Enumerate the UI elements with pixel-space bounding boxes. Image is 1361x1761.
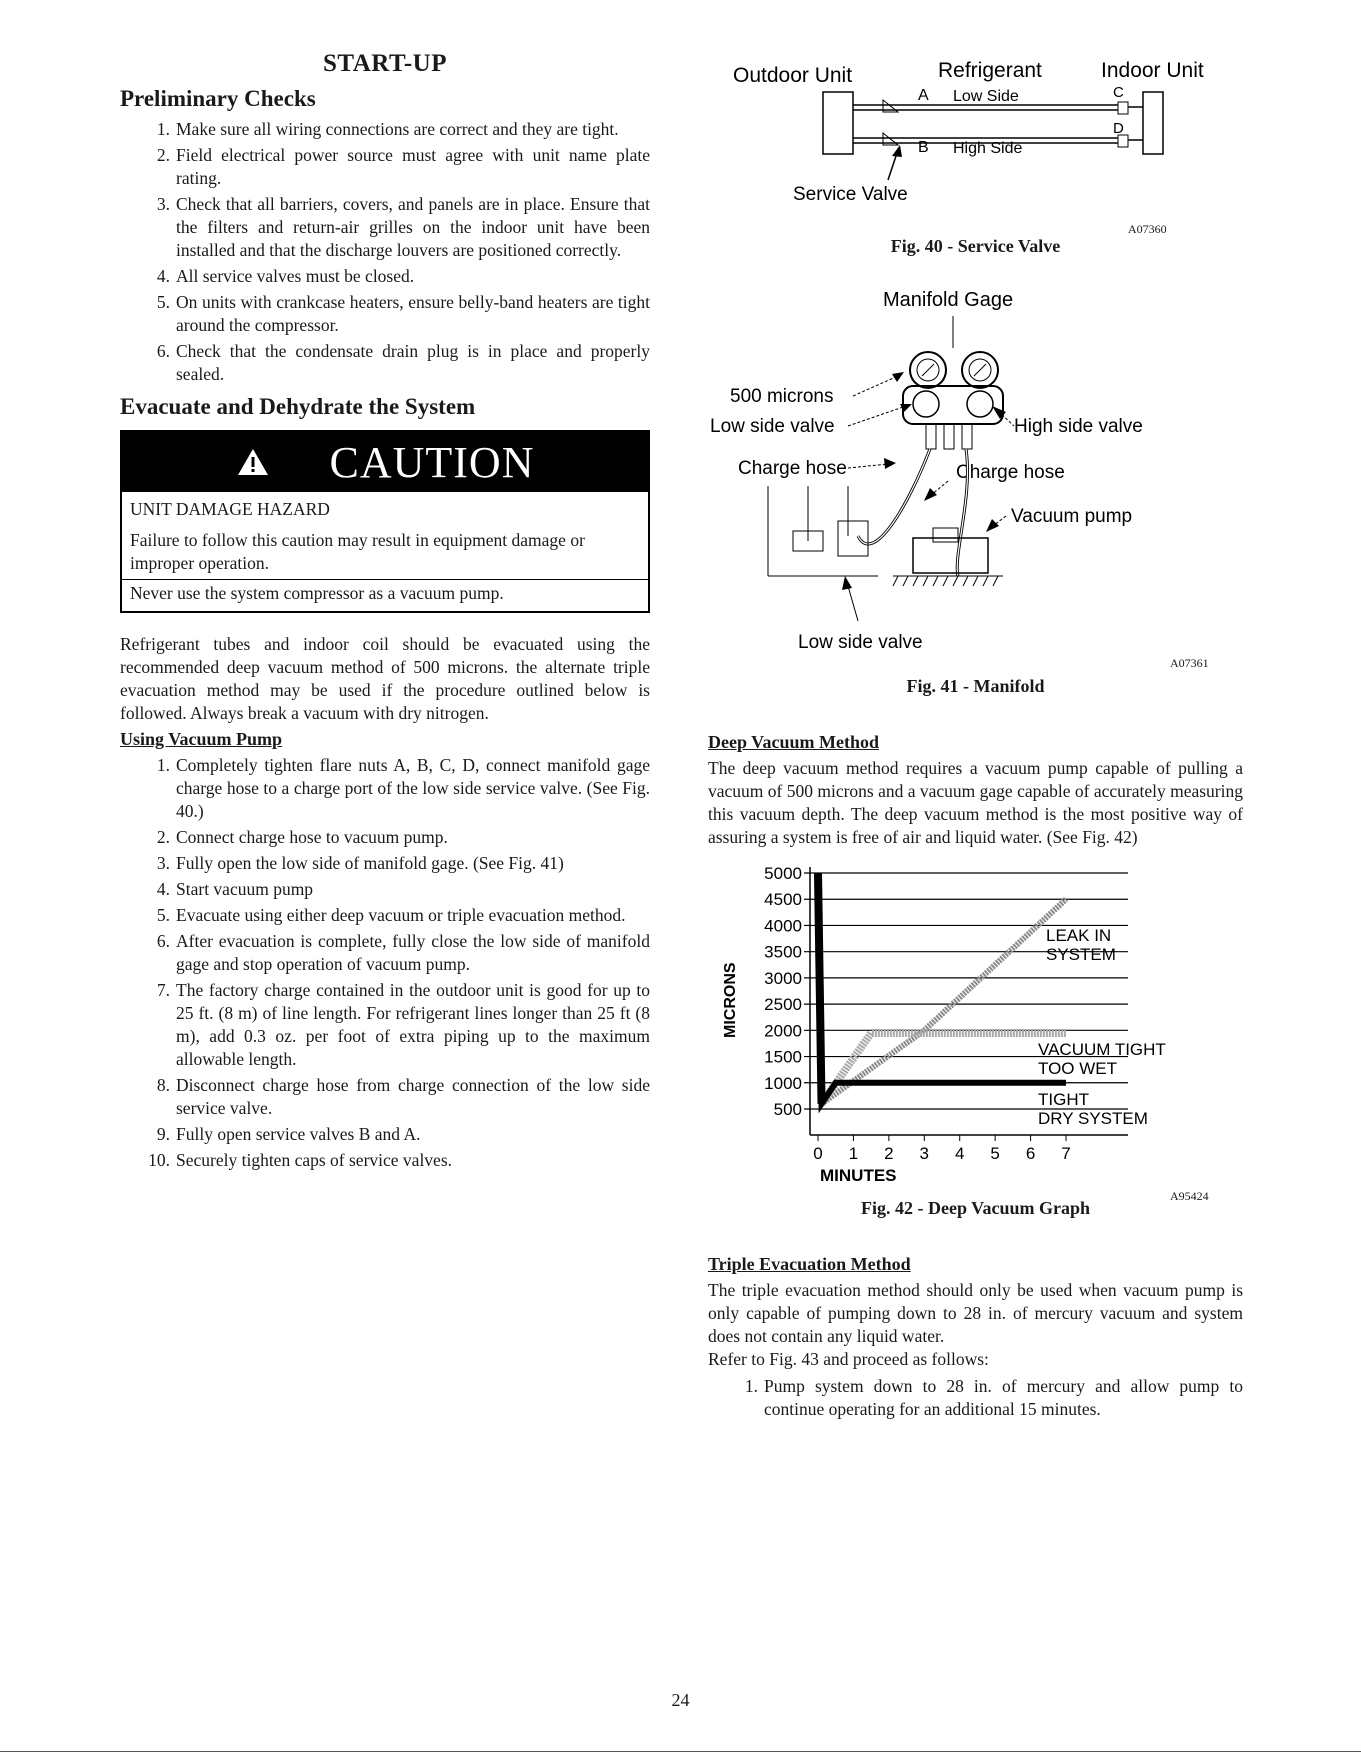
x-tick-label: 5: [990, 1144, 1000, 1163]
preliminary-heading: Preliminary Checks: [120, 86, 316, 111]
left-column: [120, 50, 650, 1180]
list-item: 1. Completely tighten flare nuts A, B, C, D, connect manifold gage charge hose to a charge port of the low side service valve. (See Fig. 40.): [156, 755, 650, 821]
charge-hose-right-label: Charge hose: [956, 462, 1065, 483]
triple-evacuation-text: The triple evacuation method should only be used when vacuum pump is only capable of pumping down to 28 in. of mercury vacuum and system does not contain any liquid water.: [708, 1280, 1243, 1346]
fig40-id: A07360: [1128, 222, 1167, 236]
y-axis-label: MICRONS: [722, 962, 739, 1038]
y-tick-label: 4500: [764, 890, 802, 910]
caution-label: CAUTION: [329, 437, 535, 487]
valve-b-label: B: [918, 139, 929, 156]
caution-note: Never use the system compressor as a vacuum pump.: [130, 583, 504, 603]
x-tick-label: 4: [954, 1144, 965, 1163]
microns-label: 500 microns: [730, 386, 834, 407]
vacuum-pump-heading: Using Vacuum Pump: [120, 729, 283, 749]
high-side-label: High Side: [953, 140, 1023, 157]
list-item: 3. Fully open the low side of manifold gage. (See Fig. 41): [156, 853, 564, 873]
warning-icon: [236, 447, 270, 477]
fig40-caption: Fig. 40 - Service Valve: [890, 236, 1061, 256]
series-line: [818, 873, 1066, 1104]
triple-evacuation-heading: Triple Evacuation Method: [708, 1254, 911, 1274]
too-wet-label: TOO WET: [1038, 1058, 1118, 1078]
too-wet-label: VACUUM TIGHT: [1038, 1039, 1166, 1059]
list-item: 10. Securely tighten caps of service valves.: [148, 1150, 453, 1170]
y-tick-label: 3500: [764, 942, 802, 962]
list-item: 9. Fully open service valves B and A.: [156, 1124, 421, 1144]
deep-vacuum-heading: Deep Vacuum Method: [708, 732, 880, 752]
deep-vacuum-chart: [708, 853, 1243, 1183]
fig41-id: A07361: [1170, 656, 1209, 670]
fig42-id: A95424: [1170, 1189, 1209, 1203]
x-axis-label: MINUTES: [820, 1166, 897, 1183]
list-item: 6. Check that the condensate drain plug is in place and properly sealed.: [156, 341, 650, 384]
hazard-title: UNIT DAMAGE HAZARD: [130, 499, 330, 519]
service-valve-label: Service Valve: [793, 184, 908, 205]
x-tick-label: 0: [813, 1144, 823, 1163]
y-tick-label: 4000: [764, 916, 802, 936]
y-tick-label: 5000: [764, 864, 802, 883]
series-line: [818, 873, 1066, 1104]
x-tick-label: 6: [1025, 1144, 1036, 1163]
preliminary-list: [120, 118, 650, 386]
x-tick-label: 2: [884, 1144, 894, 1163]
x-tick-label: 1: [848, 1144, 859, 1163]
y-tick-label: 2000: [764, 1021, 802, 1041]
manifold-diagram: [708, 276, 1243, 676]
list-item: 3. Check that all barriers, covers, and panels are in place. Ensure that the filters and return-air grilles on the indoor unit have been installed and that the discharge louvers are positioned correctly.: [156, 194, 650, 260]
list-item: 4. All service valves must be closed.: [156, 266, 415, 286]
list-item: 7. The factory charge contained in the outdoor unit is good for up to 25 ft. (8 m) of line length. For refrigerant lines longer than 25 ft (8 m), add 0.3 oz. per foot of extra piping up to the maximum allowable length.: [156, 980, 650, 1069]
x-tick-label: 3: [919, 1144, 930, 1163]
y-tick-label: 500: [773, 1100, 802, 1119]
list-item: 4. Start vacuum pump: [156, 879, 314, 899]
list-item: 8. Disconnect charge hose from charge connection of the low side service valve.: [156, 1075, 650, 1118]
charge-hose-left-label: Charge hose: [738, 458, 847, 479]
deep-vacuum-text: The deep vacuum method requires a vacuum pump capable of pulling a vacuum of 500 microns and a vacuum gage capable of accurately measuring this vacuum depth. The deep vacuum method is the most positive way of assuring a system is free of air and liquid water. (See Fig. 42): [708, 758, 1243, 847]
list-item: 1. Make sure all wiring connections are correct and they are tight.: [156, 119, 619, 139]
indoor-unit-label: Indoor Unit: [1101, 59, 1204, 82]
right-column: [708, 50, 1243, 1429]
fig42-caption: Fig. 42 - Deep Vacuum Graph: [860, 1198, 1091, 1218]
vacuum-pump-steps: [120, 754, 650, 1172]
evacuate-heading: Evacuate and Dehydrate the System: [120, 394, 476, 419]
high-side-valve-label: High side valve: [1014, 416, 1143, 437]
page-number: 24: [671, 1690, 690, 1710]
initial-drop-line: [818, 873, 822, 1104]
fig41-caption: Fig. 41 - Manifold: [906, 676, 1045, 696]
valve-a-label: A: [918, 87, 929, 104]
evacuate-intro: Refrigerant tubes and indoor coil should be evacuated using the recommended deep vacuum method of 500 microns. the alternate triple evacuation method may be used if the procedure outlined below is followed. Always break a vacuum with dry nitrogen.: [120, 634, 650, 723]
caution-box: [120, 430, 650, 613]
leak-label: SYSTEM: [1046, 945, 1116, 965]
list-item: 1. Pump system down to 28 in. of mercury and allow pump to continue operating for an additional 15 minutes.: [744, 1376, 1243, 1419]
y-tick-label: 2500: [764, 995, 802, 1015]
page-title: START-UP: [323, 50, 447, 77]
flare-c-label: C: [1113, 84, 1124, 101]
low-side-valve-bottom-label: Low side valve: [798, 632, 923, 653]
y-tick-label: 1000: [764, 1073, 802, 1093]
page-bottom-rule: [0, 1751, 1361, 1752]
y-tick-label: 3000: [764, 968, 802, 988]
triple-steps: [708, 1375, 1243, 1421]
y-tick-label: 1500: [764, 1047, 802, 1067]
caution-text: Failure to follow this caution may result in equipment damage or improper operation.: [130, 530, 585, 573]
fig40-figure: [708, 50, 1243, 270]
service-valve-diagram: [708, 50, 1243, 240]
series-line: [818, 873, 1066, 1104]
refrigerant-label: Refrigerant: [938, 59, 1042, 82]
outdoor-unit-label: Outdoor Unit: [733, 64, 853, 87]
list-item: 6. After evacuation is complete, fully close the low side of manifold gage and stop operation of vacuum pump.: [156, 931, 650, 974]
flare-d-label: D: [1113, 120, 1124, 137]
list-item: 5. Evacuate using either deep vacuum or triple evacuation method.: [156, 905, 626, 925]
manifold-gage-label: Manifold Gage: [883, 289, 1014, 311]
dry-system-label: DRY SYSTEM: [1038, 1108, 1148, 1128]
caution-banner: [122, 432, 648, 492]
vacuum-pump-label: Vacuum pump: [1011, 506, 1133, 527]
triple-refer-text: Refer to Fig. 43 and proceed as follows:: [708, 1349, 989, 1369]
x-tick-label: 7: [1061, 1144, 1071, 1163]
low-side-label: Low Side: [953, 88, 1019, 105]
fig42-figure: [708, 853, 1243, 1228]
leak-label: LEAK IN: [1046, 926, 1112, 946]
low-side-valve-label: Low side valve: [710, 416, 835, 437]
list-item: 5. On units with crankcase heaters, ensure belly-band heaters are tight around the compressor.: [156, 292, 650, 335]
fig41-figure: [708, 276, 1243, 726]
list-item: 2. Connect charge hose to vacuum pump.: [156, 827, 448, 847]
dry-system-label: TIGHT: [1038, 1089, 1089, 1109]
list-item: 2. Field electrical power source must agree with unit name plate rating.: [156, 145, 650, 188]
